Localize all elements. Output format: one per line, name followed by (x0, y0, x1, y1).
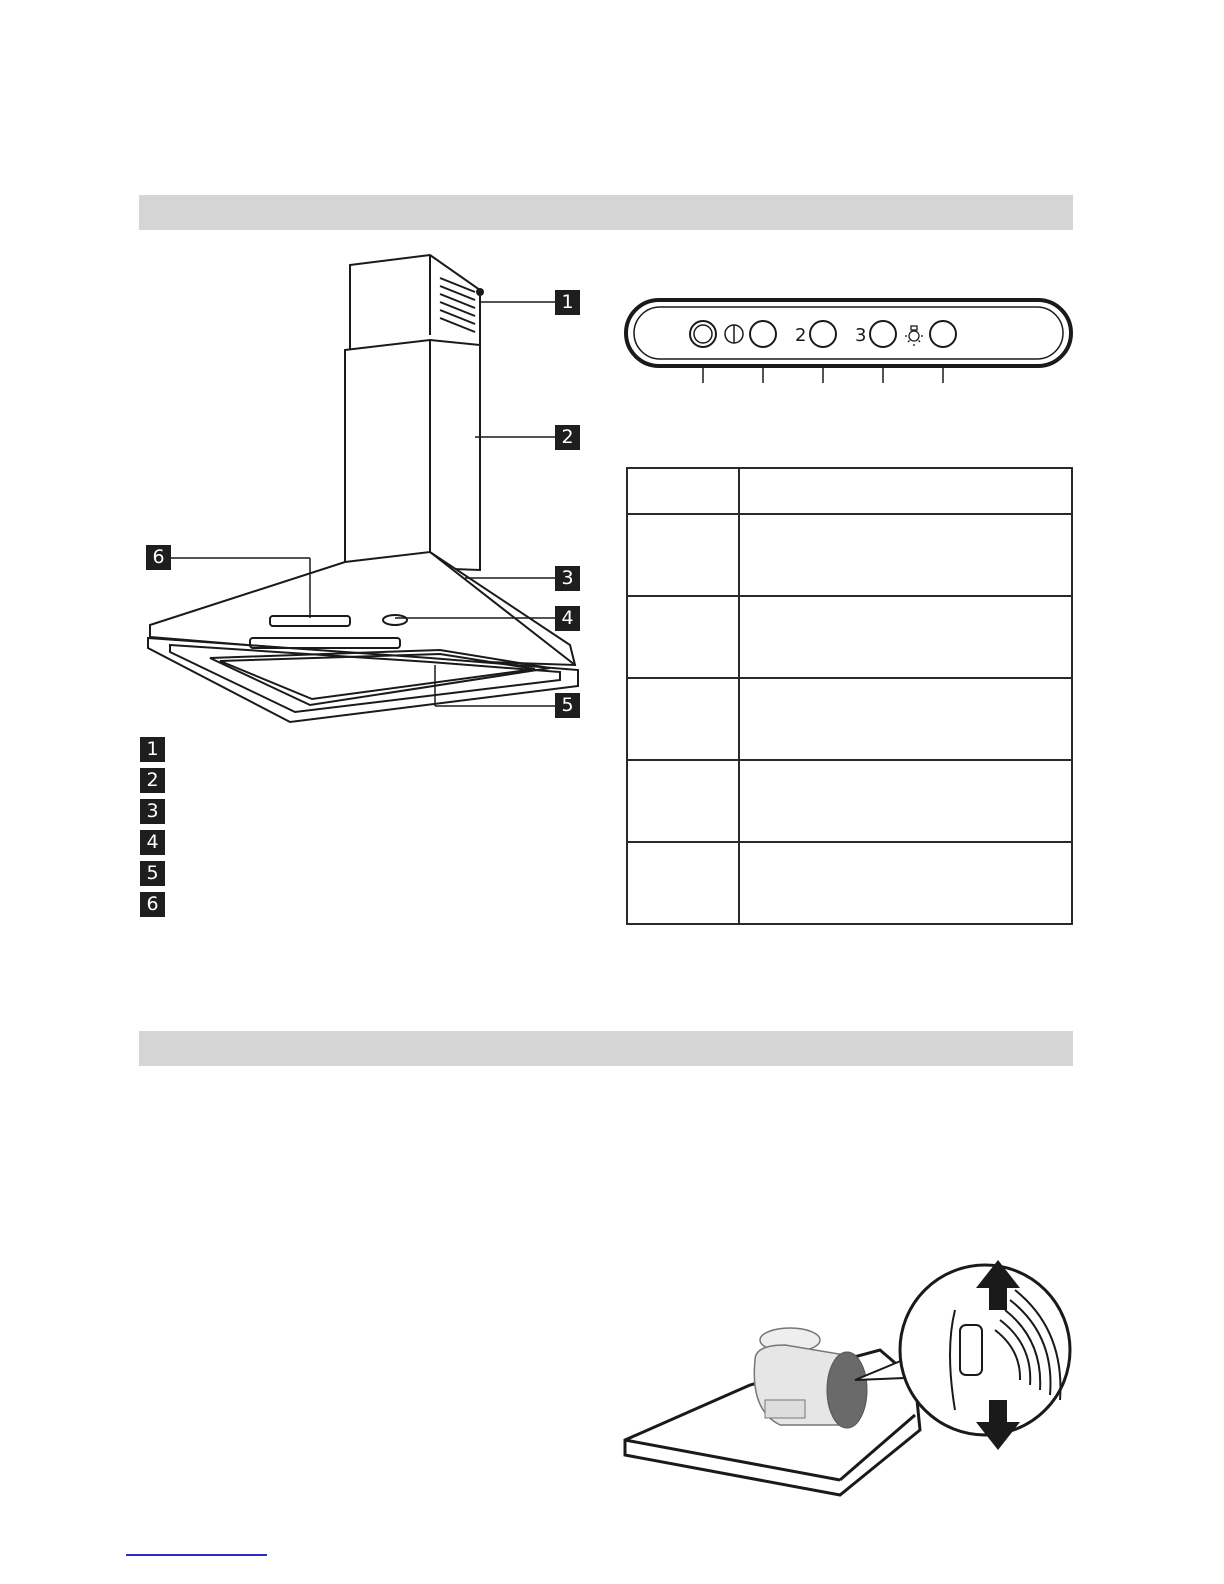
table-row (627, 678, 1072, 760)
table-cell (739, 678, 1072, 760)
legend-row-3 (140, 799, 580, 824)
legend-row-4 (140, 830, 580, 855)
speed-2-button[interactable] (810, 321, 836, 347)
section-header-band-2 (139, 1031, 1073, 1066)
table-cell (739, 596, 1072, 678)
section-header-band-1 (139, 195, 1073, 230)
callout-2: 2 (555, 425, 580, 450)
cooker-hood-illustration (130, 240, 590, 730)
legend-number: 2 (140, 768, 165, 793)
table-cell (627, 760, 739, 842)
light-button[interactable] (930, 321, 956, 347)
table-cell (627, 514, 739, 596)
legend-number: 6 (140, 892, 165, 917)
legend-number: 4 (140, 830, 165, 855)
table-cell (739, 842, 1072, 924)
power-knob[interactable] (690, 321, 716, 347)
table-cell (627, 678, 739, 760)
table-cell (739, 760, 1072, 842)
legend-number: 1 (140, 737, 165, 762)
table-row (627, 514, 1072, 596)
legend-number: 3 (140, 799, 165, 824)
speed-3-button[interactable] (870, 321, 896, 347)
control-panel-illustration (620, 290, 1080, 390)
footer-link-underline[interactable] (126, 1554, 267, 1556)
legend-number: 5 (140, 861, 165, 886)
speed-3-label: 3 (855, 325, 867, 346)
table-row (627, 760, 1072, 842)
table-header-row (627, 468, 1072, 514)
table-header-cell (627, 468, 739, 514)
legend-row-5 (140, 861, 580, 886)
table-row (627, 842, 1072, 924)
legend-row-1 (140, 737, 580, 762)
power-button[interactable] (750, 321, 776, 347)
function-table (626, 467, 1073, 925)
callout-1: 1 (555, 290, 580, 315)
callout-5: 5 (555, 693, 580, 718)
table-cell (627, 842, 739, 924)
callout-3: 3 (555, 566, 580, 591)
fan-motor-illustration (615, 1250, 1085, 1510)
callout-4: 4 (555, 606, 580, 631)
table-cell (739, 514, 1072, 596)
table-row (627, 596, 1072, 678)
table-cell (627, 596, 739, 678)
legend-row-6 (140, 892, 580, 917)
table-header-cell (739, 468, 1072, 514)
speed-2-label: 2 (795, 325, 807, 346)
callout-6: 6 (146, 545, 171, 570)
legend-row-2 (140, 768, 580, 793)
